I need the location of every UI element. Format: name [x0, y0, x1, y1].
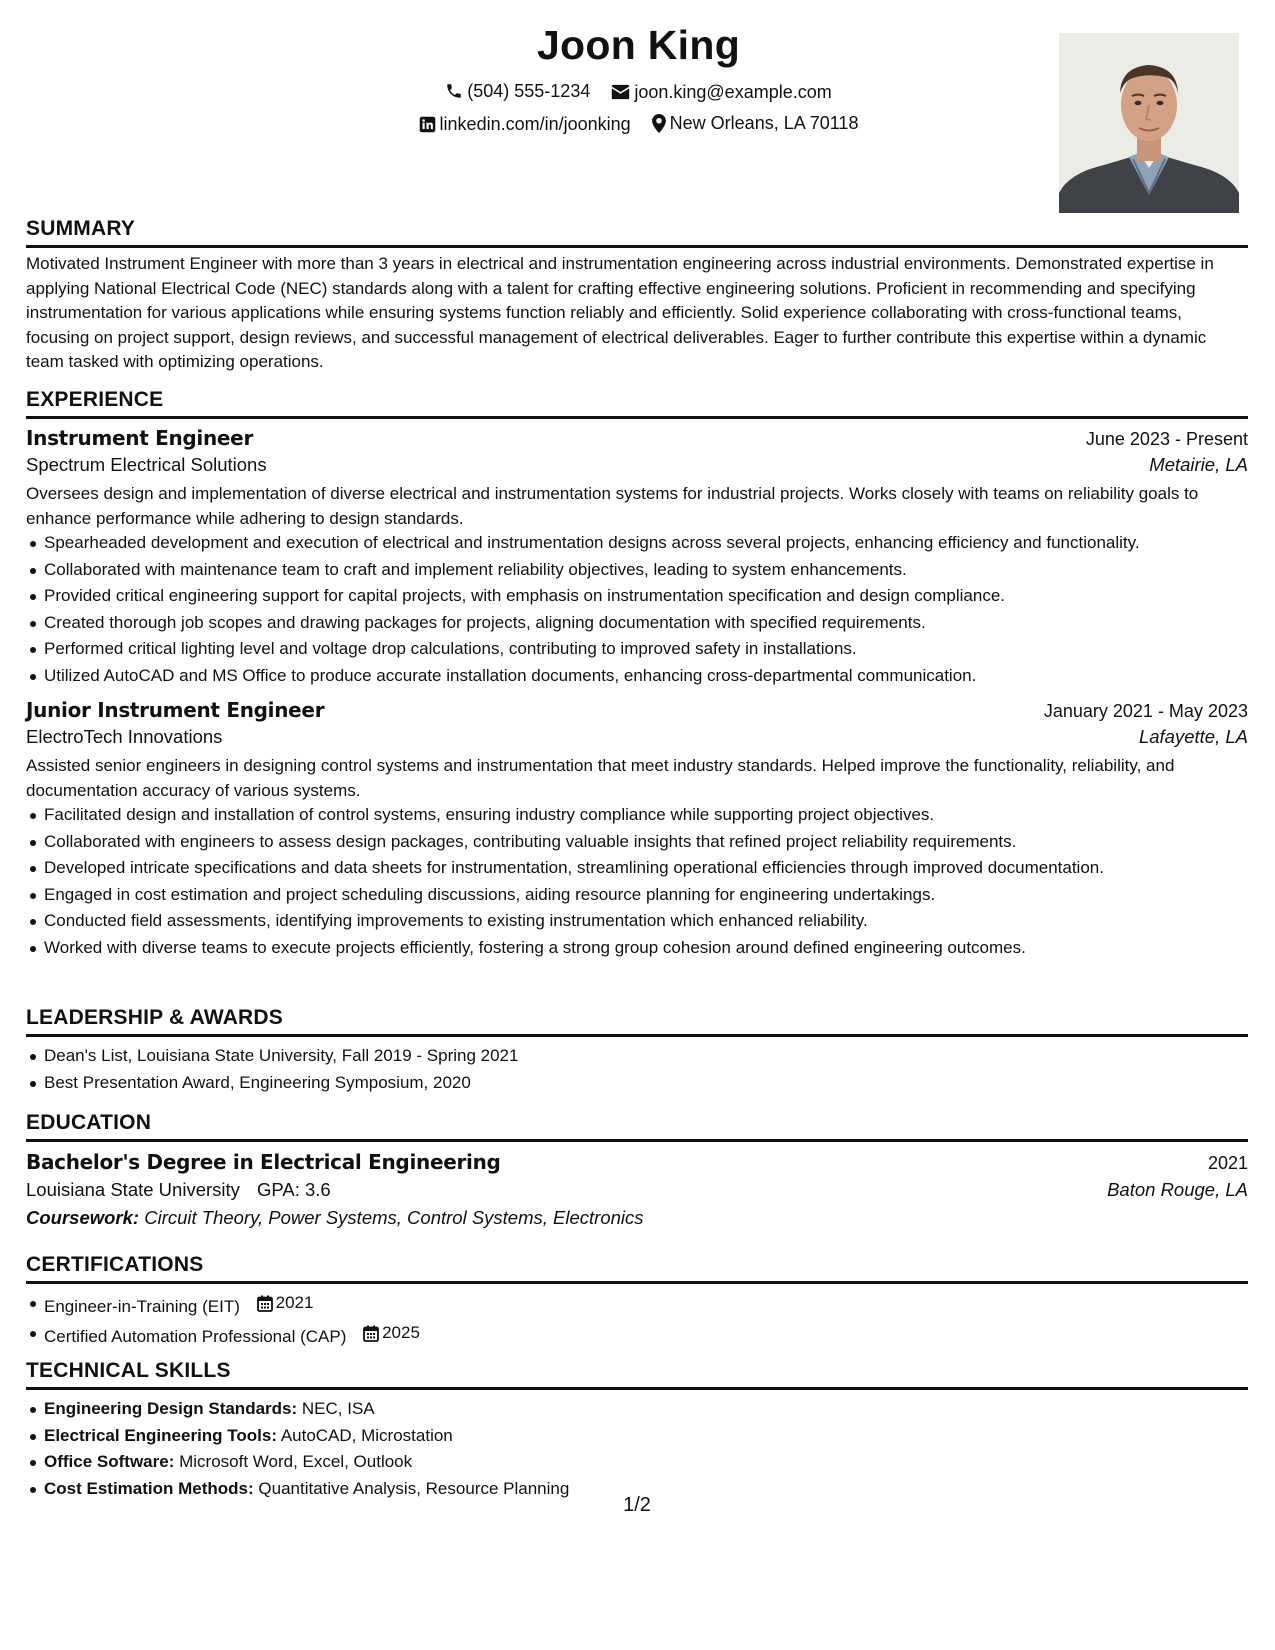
gpa: GPA: 3.6	[257, 1179, 331, 1200]
job-dates: January 2021 - May 2023	[1043, 701, 1248, 721]
contact-linkedin[interactable]	[419, 113, 631, 135]
list-item: Performed critical lighting level and voltage drop calculations, contributing to improved safety in installations.	[44, 637, 1248, 664]
list-item: Developed intricate specifications and data sheets for instrumentation, streamlining operational efficiencies through improved documentation.	[44, 856, 1248, 883]
linkedin-icon	[419, 116, 436, 133]
school-info	[26, 1179, 331, 1201]
phone-icon	[445, 82, 463, 100]
resume-page	[26, 0, 1248, 1650]
graduation-year: 2021	[1207, 1153, 1248, 1173]
list-item	[44, 1321, 1248, 1351]
job-description: Oversees design and implementation of diverse electrical and instrumentation systems for industrial projects. Works closely with teams on reliability goals to enhance performance while adhering to design standards.	[26, 484, 1199, 528]
candidate-name: Joon King	[536, 22, 741, 68]
awards-section	[26, 1005, 1248, 1097]
list-item: Collaborated with engineers to assess design packages, contributing valuable insights that refined project reliability requirements.	[44, 830, 1248, 857]
summary-section	[26, 216, 1248, 375]
calendar-icon	[363, 1325, 379, 1342]
job-entry	[26, 698, 1248, 962]
contact-phone	[445, 80, 590, 102]
job-description: Assisted senior engineers in designing control systems and instrumentation that meet industry standards. Helped improve the functionality, reliability, and documentation accuracy of various systems.	[26, 756, 1175, 800]
phone-number: (504) 555-1234	[467, 81, 591, 101]
school-name: Louisiana State University	[26, 1179, 240, 1200]
list-item: Best Presentation Award, Engineering Symposium, 2020	[44, 1071, 1248, 1098]
certification-year: 2021	[275, 1293, 314, 1312]
list-item	[44, 1397, 1248, 1424]
job-bullets	[26, 803, 1248, 962]
education-school-row	[26, 1179, 1248, 1201]
education-section	[26, 1110, 1248, 1229]
contact-email[interactable]	[611, 81, 831, 103]
contact-location	[652, 112, 859, 134]
list-item: Conducted field assessments, identifying improvements to existing instrumentation which enhanced reliability.	[44, 909, 1248, 936]
skill-value: Microsoft Word, Excel, Outlook	[179, 1452, 413, 1471]
experience-heading: EXPERIENCE	[26, 387, 1248, 419]
skill-value: NEC, ISA	[301, 1399, 375, 1418]
skill-value: Quantitative Analysis, Resource Planning	[258, 1478, 570, 1498]
job-location: Metairie, LA	[1149, 454, 1248, 475]
job-header-row	[26, 426, 1248, 450]
summary-heading: SUMMARY	[26, 216, 1248, 248]
certification-date	[363, 1321, 420, 1346]
certifications-heading: CERTIFICATIONS	[26, 1252, 1248, 1284]
job-company-row	[26, 726, 1248, 748]
skills-heading: TECHNICAL SKILLS	[26, 1358, 1248, 1390]
job-bullets	[26, 531, 1248, 690]
envelope-icon	[611, 84, 630, 100]
list-item: Created thorough job scopes and drawing packages for projects, aligning documentation with specified requirements.	[44, 611, 1248, 638]
certifications-section	[26, 1252, 1248, 1352]
skill-value: AutoCAD, Microstation	[280, 1425, 453, 1445]
skills-section	[26, 1358, 1248, 1503]
resume-header	[26, 22, 1248, 212]
job-entry	[26, 426, 1248, 690]
profile-photo	[1059, 33, 1239, 213]
job-company: ElectroTech Innovations	[26, 726, 223, 747]
job-title: Instrument Engineer	[26, 426, 254, 450]
calendar-icon	[257, 1295, 273, 1312]
list-item: Dean's List, Louisiana State University, Fall 2019 - Spring 2021	[44, 1044, 1248, 1071]
job-company-row	[26, 454, 1248, 476]
portrait-image	[1059, 33, 1239, 213]
job-company: Spectrum Electrical Solutions	[26, 454, 267, 475]
skills-list	[26, 1397, 1248, 1503]
page-number: 1/2	[623, 1494, 651, 1516]
skill-label: Cost Estimation Methods:	[44, 1478, 254, 1498]
location-text: New Orleans, LA 70118	[669, 113, 859, 133]
awards-heading: LEADERSHIP & AWARDS	[26, 1005, 1248, 1037]
education-heading: EDUCATION	[26, 1110, 1248, 1142]
skill-label: Office Software:	[44, 1452, 175, 1471]
coursework-label: Coursework:	[26, 1207, 140, 1228]
list-item: Facilitated design and installation of control systems, ensuring industry compliance while supporting project objectives.	[44, 803, 1248, 830]
awards-list	[26, 1044, 1248, 1097]
certification-date	[257, 1291, 314, 1316]
list-item: Provided critical engineering support for capital projects, with emphasis on instrumentation specification and design compliance.	[44, 584, 1248, 611]
coursework-list: Circuit Theory, Power Systems, Control Systems, Electronics	[144, 1207, 644, 1228]
education-header-row	[26, 1150, 1248, 1174]
list-item: Spearheaded development and execution of electrical and instrumentation designs across several projects, enhancing efficiency and functionality.	[44, 531, 1248, 558]
summary-text: Motivated Instrument Engineer with more than 3 years in electrical and instrumentation engineering across industrial environments. Demonstrated expertise in applying National Electrical Code (NEC) standards along with a talent for crafting effective engineering solutions. Proficient in recommending and specifying instrumentation for various applications while ensuring systems function reliably and efficiently. Solid experience collaborating with cross-functional teams, focusing on project support, design reviews, and successful management of electrical deliverables. Eager to further contribute this expertise within a dynamic team tasked with optimizing operations.	[26, 254, 1214, 371]
list-item	[44, 1450, 1248, 1477]
job-location: Lafayette, LA	[1138, 726, 1248, 747]
linkedin-url[interactable]: linkedin.com/in/joonking	[439, 114, 631, 134]
certification-name: Engineer-in-Training (EIT)	[44, 1296, 240, 1316]
school-location: Baton Rouge, LA	[1107, 1179, 1248, 1200]
experience-section	[26, 387, 1248, 962]
job-header-row	[26, 698, 1248, 722]
list-item	[44, 1291, 1248, 1321]
certification-year: 2025	[382, 1323, 420, 1343]
map-pin-icon	[652, 114, 666, 133]
degree-title: Bachelor's Degree in Electrical Engineering	[26, 1150, 501, 1174]
skill-label: Engineering Design Standards:	[44, 1399, 298, 1418]
certification-name: Certified Automation Professional (CAP)	[44, 1327, 347, 1346]
job-dates: June 2023 - Present	[1085, 429, 1248, 449]
list-item: Worked with diverse teams to execute projects efficiently, fostering a strong group cohesion around defined engineering outcomes.	[44, 936, 1248, 963]
list-item: Engaged in cost estimation and project scheduling discussions, aiding resource planning for engineering undertakings.	[44, 883, 1248, 910]
list-item	[44, 1424, 1248, 1451]
list-item: Utilized AutoCAD and MS Office to produce accurate installation documents, enhancing cross-departmental communication.	[44, 664, 1248, 691]
certifications-list	[26, 1291, 1248, 1352]
job-title: Junior Instrument Engineer	[26, 698, 325, 722]
list-item: Collaborated with maintenance team to craft and implement reliability objectives, leading to system enhancements.	[44, 558, 1248, 585]
email-address[interactable]: joon.king@example.com	[634, 82, 832, 102]
coursework-line	[26, 1207, 1248, 1229]
skill-label: Electrical Engineering Tools:	[44, 1425, 278, 1445]
